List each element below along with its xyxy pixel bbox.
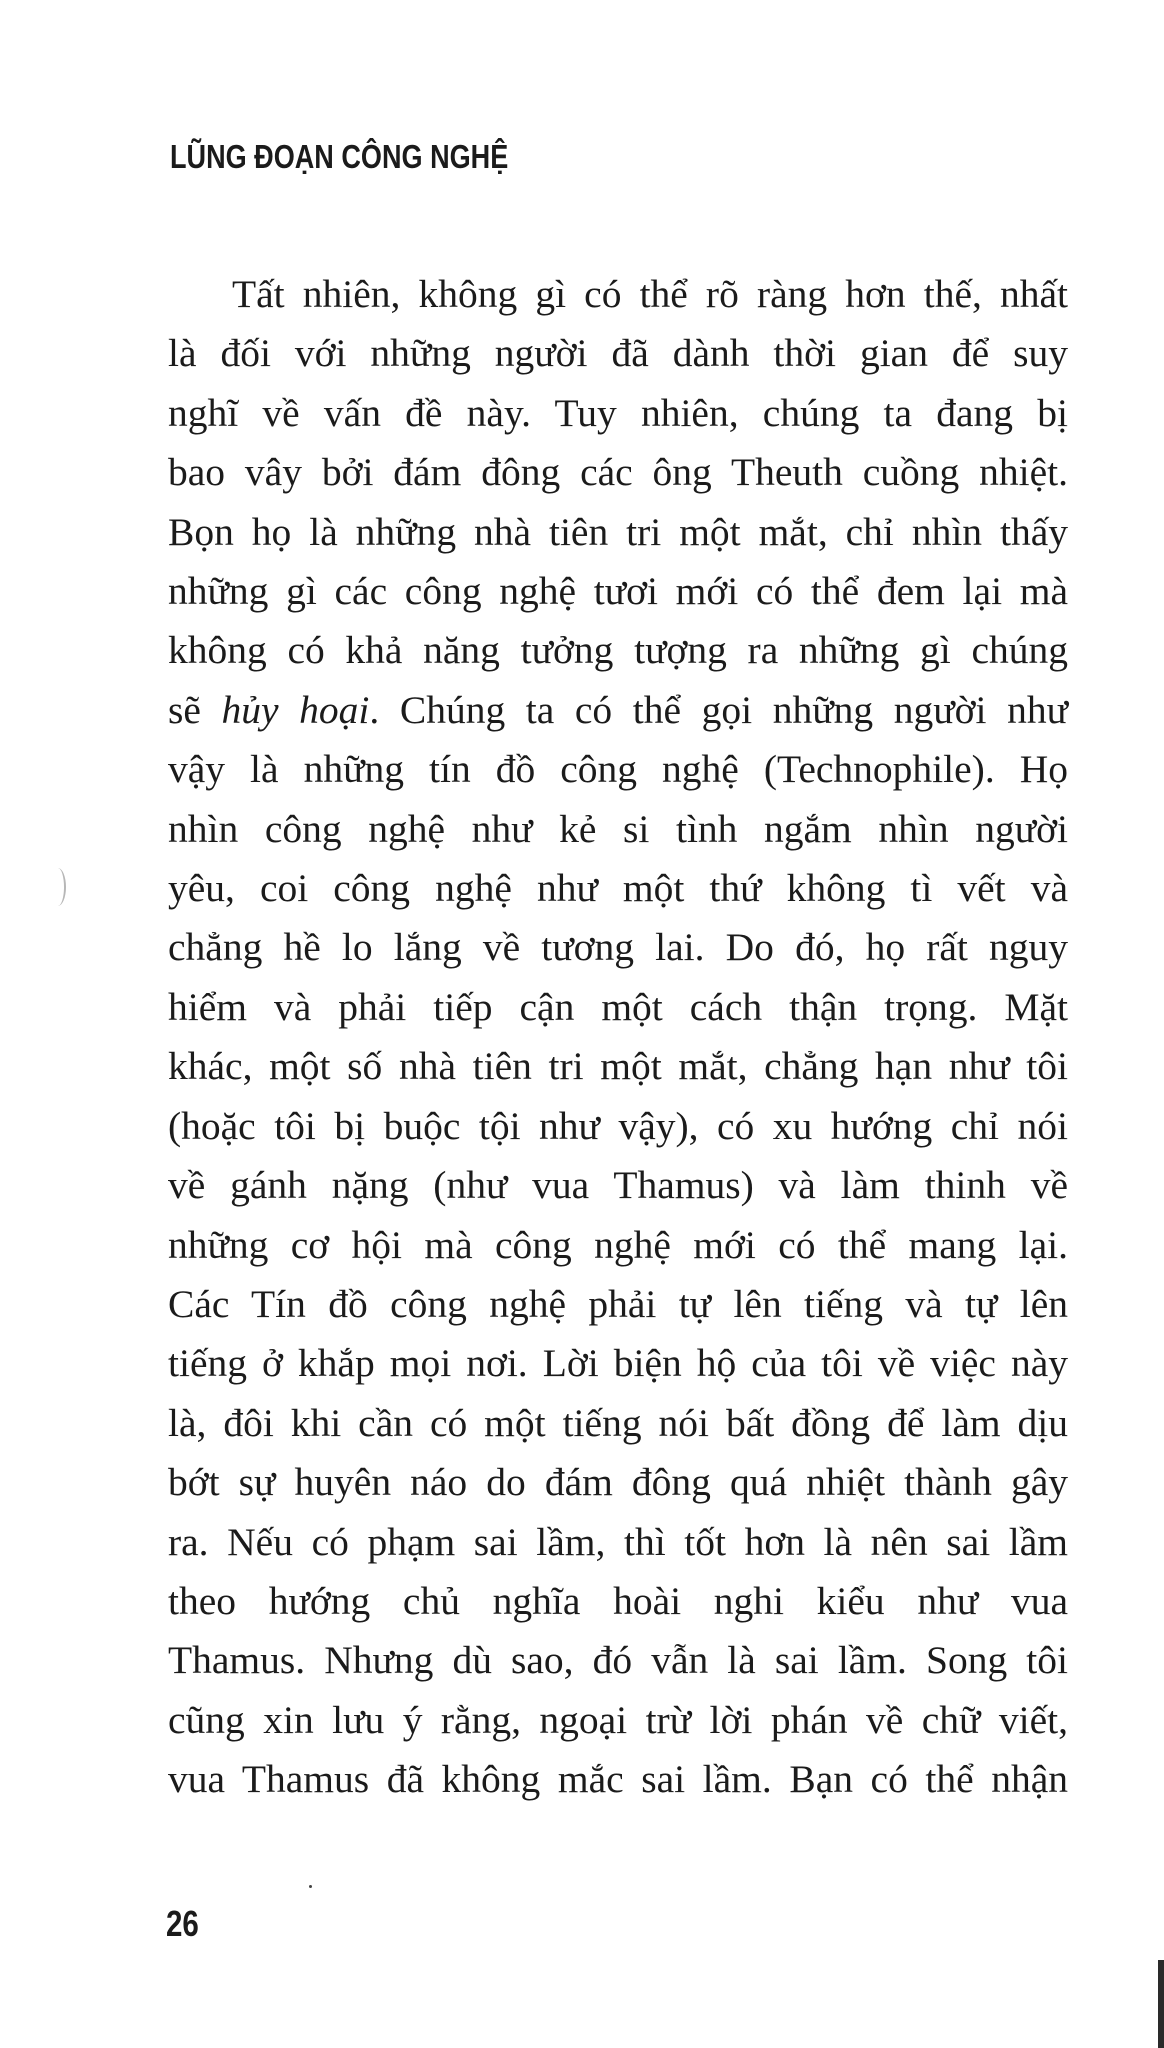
text-line: hiểm và phải tiếp cận một cách thận trọng. Mặt bbox=[168, 984, 1068, 1029]
text-line: cũng xin lưu ý rằng, ngoại trừ lời phán về chữ viết, bbox=[168, 1697, 1068, 1742]
text-line-with-italic bbox=[168, 681, 1068, 740]
italic-phrase: hủy hoại bbox=[221, 687, 370, 732]
page-number: 26 bbox=[166, 1903, 199, 1944]
page-edge-mark bbox=[50, 868, 66, 906]
text-line: không có khả năng tưởng tượng ra những gì chúng bbox=[168, 628, 1068, 673]
body-paragraph bbox=[168, 265, 1068, 1810]
text-line: theo hướng chủ nghĩa hoài nghi kiểu như vua bbox=[168, 1578, 1068, 1623]
text-line: vua Thamus đã không mắc sai lầm. Bạn có thể nhận bbox=[168, 1757, 1068, 1802]
text-line: vậy là những tín đồ công nghệ (Technophile). Họ bbox=[168, 747, 1068, 792]
ink-speck bbox=[309, 1885, 312, 1888]
text-line: nghĩ về vấn đề này. Tuy nhiên, chúng ta đang bị bbox=[168, 390, 1068, 435]
text-line: Thamus. Nhưng dù sao, đó vẫn là sai lầm. Song tôi bbox=[168, 1638, 1068, 1683]
text-line: chẳng hề lo lắng về tương lai. Do đó, họ rất nguy bbox=[168, 925, 1068, 970]
text-line: về gánh nặng (như vua Thamus) và làm thinh về bbox=[168, 1163, 1068, 1208]
text-line: nhìn công nghệ như kẻ si tình ngắm nhìn người bbox=[168, 806, 1068, 851]
text-line: những cơ hội mà công nghệ mới có thể mang lại. bbox=[168, 1222, 1068, 1267]
text-line: Các Tín đồ công nghệ phải tự lên tiếng và tự lên bbox=[168, 1281, 1068, 1326]
text-line: ra. Nếu có phạm sai lầm, thì tốt hơn là nên sai lầm bbox=[168, 1519, 1068, 1564]
text-line: là đối với những người đã dành thời gian để suy bbox=[168, 331, 1068, 376]
text-line: yêu, coi công nghệ như một thứ không tì vết và bbox=[168, 866, 1068, 911]
text-line: Tất nhiên, không gì có thể rõ ràng hơn thế, nhất bbox=[232, 272, 1068, 316]
text-segment: sẽ bbox=[168, 687, 222, 732]
text-line: (hoặc tôi bị buộc tội như vậy), có xu hướng chỉ nói bbox=[168, 1103, 1068, 1148]
text-line: bao vây bởi đám đông các ông Theuth cuồng nhiệt. bbox=[168, 450, 1068, 495]
text-line: Bọn họ là những nhà tiên tri một mắt, chỉ nhìn thấy bbox=[168, 509, 1068, 554]
text-segment: . Chúng ta có thể gọi những người như bbox=[369, 687, 1068, 732]
text-line: là, đôi khi cần có một tiếng nói bất đồng để làm dịu bbox=[168, 1400, 1068, 1445]
binding-edge bbox=[1158, 1960, 1164, 2048]
text-line: tiếng ở khắp mọi nơi. Lời biện hộ của tôi về việc này bbox=[168, 1341, 1068, 1386]
running-header: LŨNG ĐOẠN CÔNG NGHỆ bbox=[170, 138, 509, 175]
text-line: bớt sự huyên náo do đám đông quá nhiệt thành gây bbox=[168, 1460, 1068, 1505]
text-line: những gì các công nghệ tươi mới có thể đem lại mà bbox=[168, 569, 1068, 614]
text-line: khác, một số nhà tiên tri một mắt, chẳng hạn như tôi bbox=[168, 1044, 1068, 1089]
